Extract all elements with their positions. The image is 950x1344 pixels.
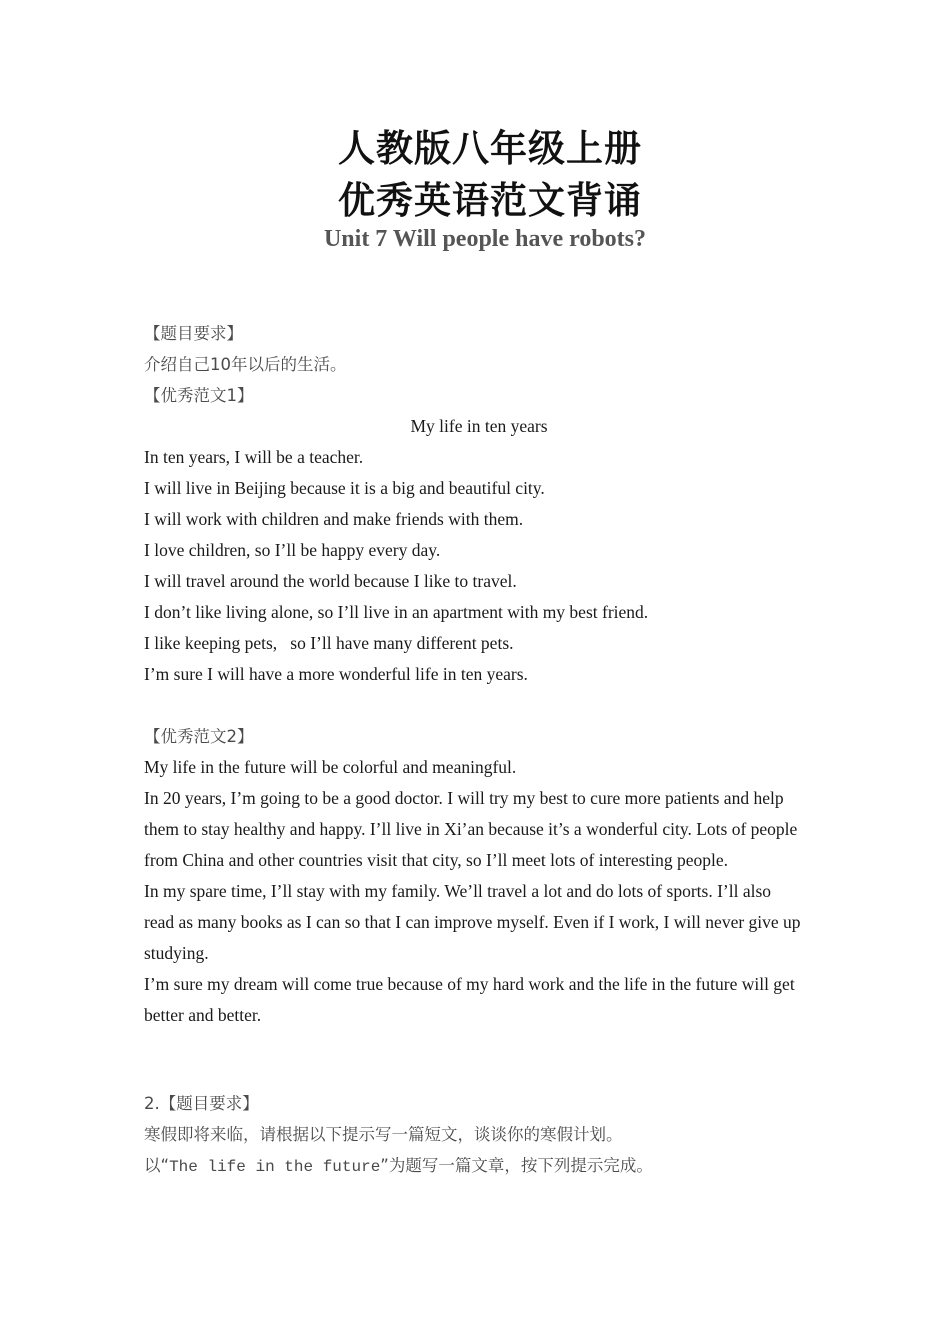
- document-title-line1: 人教版八年级上册: [338, 127, 642, 170]
- essay2-paragraph: In my spare time, I’ll stay with my family. We’ll travel a lot and do lots of sports. I’ll also read as many books as I can so that I can improve myself. Even if I work, I will never give up studying.: [144, 881, 801, 963]
- essay2-paragraph: In 20 years, I’m going to be a good doctor. I will try my best to cure more patients and help them to stay healthy and happy. I’ll live in Xi’an because it’s a wonderful city. Lots of people from China and other countries visit that city, so I’ll meet lots of interesting people.: [144, 788, 798, 870]
- section2-heading: 2.【题目要求】: [144, 1094, 259, 1113]
- spacer: [144, 1031, 804, 1088]
- section2-line1: 寒假即将来临，请根据以下提示写一篇短文，谈谈你的寒假计划。: [144, 1125, 623, 1144]
- essay1-line: I like keeping pets, so I’ll have many different pets.: [144, 633, 514, 653]
- essay1-line: I love children, so I’ll be happy every day.: [144, 540, 441, 560]
- spacer: [144, 690, 804, 721]
- essay1-heading: 【优秀范文1】: [144, 386, 254, 405]
- essay2-heading: 【优秀范文2】: [144, 727, 254, 746]
- section2-line2-suffix: ”为题写一篇文章，按下列提示完成。: [380, 1156, 653, 1175]
- essay1-title: My life in ten years: [410, 416, 548, 436]
- section2-line2: [144, 1150, 804, 1183]
- essay1-line: In ten years, I will be a teacher.: [144, 447, 364, 467]
- unit-subtitle: Unit 7 Will people have robots?: [323, 226, 647, 252]
- essay1-line: I don’t like living alone, so I’ll live in an apartment with my best friend.: [144, 602, 649, 622]
- section2-line2-title: The life in the future: [169, 1158, 381, 1176]
- essay1-line: I will live in Beijing because it is a big and beautiful city.: [144, 478, 545, 498]
- requirement-heading: 【题目要求】: [144, 324, 243, 343]
- document-body: [144, 318, 804, 1183]
- requirement-text: 介绍自己10年以后的生活。: [144, 355, 347, 374]
- essay2-paragraph: I’m sure my dream will come true because of my hard work and the life in the future will get better and better.: [144, 974, 795, 1025]
- essay1-line: I will travel around the world because I like to travel.: [144, 571, 517, 591]
- section2-line2-prefix: 以“: [144, 1156, 170, 1175]
- essay1-line: I’m sure I will have a more wonderful life in ten years.: [144, 664, 528, 684]
- document-title-line2: 优秀英语范文背诵: [338, 179, 642, 222]
- essay1-line: I will work with children and make friends with them.: [144, 509, 524, 529]
- essay2-paragraph: My life in the future will be colorful and meaningful.: [144, 757, 517, 777]
